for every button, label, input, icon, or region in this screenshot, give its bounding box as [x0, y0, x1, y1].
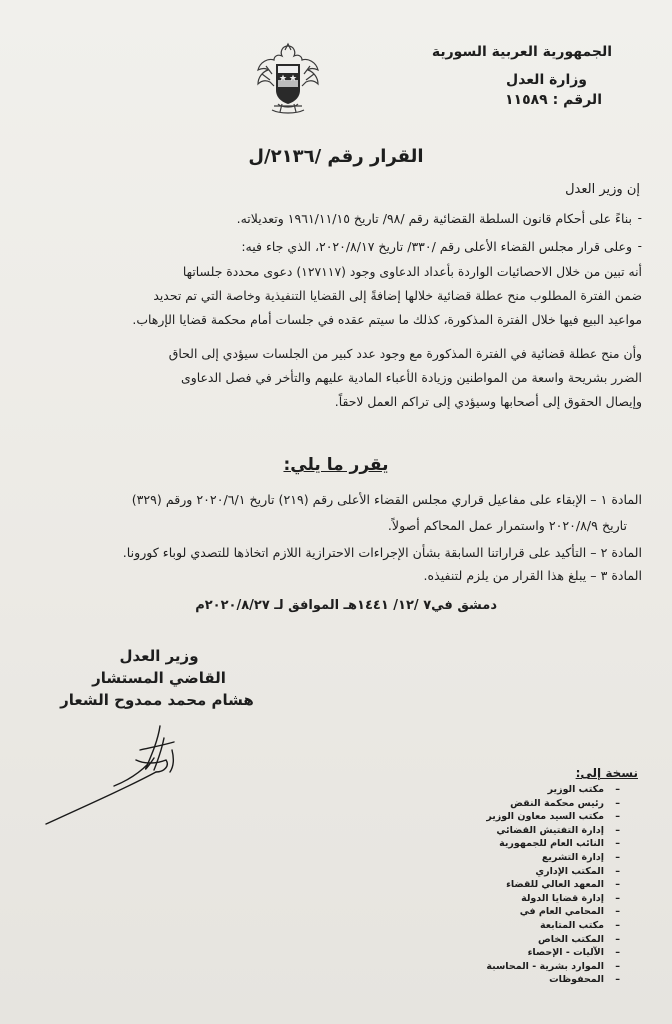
ministry-name: وزارة العدل	[506, 72, 587, 88]
article-line: المادة ٢ – التأكيد على قراراتنا السابقة بشأن الإجراءات الاحترازية اللازم اتخاذها للتصدي لوباء كورونا.	[122, 545, 642, 560]
decides-heading: يقرر ما يلي:	[283, 455, 389, 475]
signatory-rank: القاضي المستشار	[92, 669, 226, 687]
article-line: المادة ٣ – يبلغ هذا القرار من يلزم لتنفيذه.	[423, 568, 642, 583]
article-line: تاريخ ٢٠٢٠/٨/٩ واستمرار عمل المحاكم أصولاً.	[387, 518, 627, 533]
article-line: المادة ١ – الإبقاء على مفاعيل قراري مجلس القضاء الأعلى رقم (٢١٩) تاريخ ٢٠٢٠/٦/١ ورقم (٣٢٩)	[131, 492, 642, 507]
signatory-name: هشام محمد ممدوح الشعار	[60, 691, 254, 709]
issue-date: دمشق في٧ /١٢/ ١٤٤١هـ الموافق لـ ٢٠٢٠/٨/٢٧م	[195, 598, 497, 613]
list-item: – مكتب الوزير	[547, 784, 620, 795]
paragraph-line: مواعيد البيع فيها خلال الفترة المذكورة، كذلك ما سيتم عقده في جلسات أمام محكمة قضايا الإرهاب.	[132, 312, 642, 327]
list-item: – رئيس محكمة النقض	[510, 797, 620, 809]
list-item: – مكتب السيد معاون الوزير	[486, 811, 620, 823]
republic-name: الجمهورية العربية السورية	[431, 44, 612, 60]
copy-to-list	[420, 784, 620, 988]
list-item: – الآليات - الإحصاء	[527, 947, 620, 959]
list-item: – المحامي العام في	[519, 906, 620, 918]
preamble-item: بناءً على أحكام قانون السلطة القضائية رقم /٩٨/ تاريخ ١٩٦١/١١/١٥ وتعديلاته.	[236, 211, 632, 226]
list-item: – إدارة التفتيش القضائي	[496, 824, 620, 836]
signatory-title: وزير العدل	[119, 647, 199, 665]
list-item: – المكتب الإداري	[535, 865, 620, 877]
decision-title: القرار رقم /٢١٣٦/ل	[248, 146, 424, 167]
list-item: – مكتب المتابعة	[540, 919, 620, 931]
bullet-marker: -	[637, 211, 642, 225]
reference-number: الرقم : ١١٥٨٩	[505, 92, 602, 108]
handwritten-signature-icon	[40, 720, 250, 830]
list-item: – المعهد العالي للقضاء	[506, 879, 620, 891]
paragraph-line: الضرر بشريحة واسعة من المواطنين وزيادة الأعباء المادية عليهم والتأخر في فصل الدعاوى	[181, 370, 642, 385]
paragraph-line: وإيصال الحقوق إلى أصحابها وسيؤدي إلى تراكم العمل لاحقاً.	[334, 394, 642, 409]
list-item: – المكتب الخاص	[538, 933, 620, 945]
syrian-eagle-emblem-icon	[252, 40, 324, 120]
list-item: – النائب العام للجمهورية	[499, 838, 620, 850]
paragraph-line: أنه تبين من خلال الاحصائيات الواردة بأعداد الدعاوى وجود (١٢٧١١٧) دعوى محددة جلساتها	[182, 264, 642, 279]
paragraph-line: وأن منح عطلة قضائية في الفترة المذكورة مع وجود عدد كبير من الجلسات سيؤدي إلى الحاق	[168, 346, 642, 361]
preamble-item: وعلى قرار مجلس القضاء الأعلى رقم /٣٣٠/ تاريخ ٢٠٢٠/٨/١٧، الذي جاء فيه:	[241, 239, 632, 254]
copy-to-label: نسخة إلى:	[575, 766, 638, 780]
list-item: – إدارة التشريع	[541, 851, 620, 863]
list-item: – الموارد بشرية - المحاسبة	[486, 960, 620, 972]
bullet-marker: -	[637, 239, 642, 253]
list-item: – إدارة قضايا الدولة	[521, 892, 620, 904]
list-item: – المحفوظات	[549, 974, 620, 986]
paragraph-line: ضمن الفترة المطلوب منح عطلة قضائية خلالها إضافةً إلى القضايا التنفيذية وخاصة التي تم تحديد	[153, 288, 642, 303]
opening-line: إن وزير العدل	[565, 182, 640, 197]
